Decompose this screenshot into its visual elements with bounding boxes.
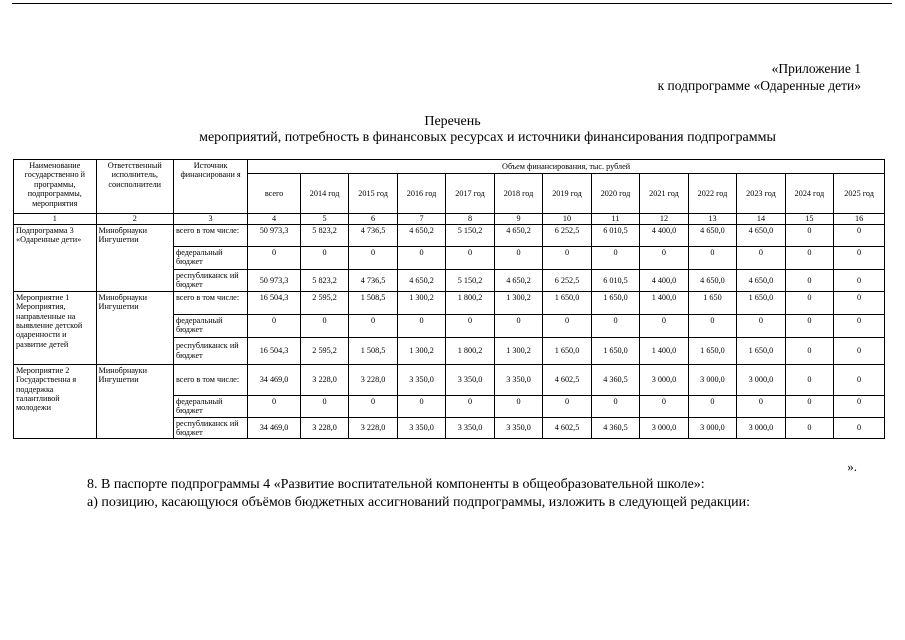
cell-amount: 0 bbox=[834, 270, 885, 292]
header-year: 2017 год bbox=[446, 174, 494, 214]
cell-funding-source: республиканск ий бюджет bbox=[173, 417, 247, 439]
header-year: 2016 год bbox=[397, 174, 445, 214]
cell-amount: 0 bbox=[543, 247, 591, 270]
cell-amount: 0 bbox=[397, 314, 445, 337]
cell-amount: 3 000,0 bbox=[688, 417, 736, 439]
cell-amount: 0 bbox=[737, 247, 785, 270]
cell-amount: 1 650,0 bbox=[591, 291, 639, 314]
cell-amount: 16 504,3 bbox=[248, 337, 301, 364]
header-year: 2014 год bbox=[300, 174, 348, 214]
header-volume: Объем финансирования, тыс. рублей bbox=[248, 160, 885, 174]
cell-amount: 0 bbox=[591, 314, 639, 337]
cell-amount: 0 bbox=[397, 395, 445, 417]
column-number: 1 bbox=[14, 214, 97, 225]
table-row bbox=[14, 364, 885, 395]
cell-funding-source: федеральный бюджет bbox=[173, 314, 247, 337]
column-number: 9 bbox=[494, 214, 542, 225]
cell-amount: 1 400,0 bbox=[640, 291, 688, 314]
header-year: 2024 год bbox=[785, 174, 833, 214]
cell-amount: 1 300,2 bbox=[397, 337, 445, 364]
column-number: 2 bbox=[96, 214, 173, 225]
cell-amount: 0 bbox=[300, 314, 348, 337]
header-total: всего bbox=[248, 174, 301, 214]
cell-funding-source: всего в том числе: bbox=[173, 225, 247, 247]
cell-amount: 1 650,0 bbox=[737, 291, 785, 314]
cell-amount: 0 bbox=[397, 247, 445, 270]
table-row bbox=[14, 225, 885, 247]
cell-amount: 0 bbox=[785, 417, 833, 439]
header-year: 2018 год bbox=[494, 174, 542, 214]
cell-amount: 50 973,3 bbox=[248, 225, 301, 247]
cell-program-name: Подпрограмма 3 «Одаренные дети» bbox=[14, 225, 97, 292]
cell-amount: 3 228,0 bbox=[300, 364, 348, 395]
cell-amount: 3 350,0 bbox=[446, 364, 494, 395]
cell-amount: 0 bbox=[300, 247, 348, 270]
column-number: 5 bbox=[300, 214, 348, 225]
cell-amount: 1 300,2 bbox=[397, 291, 445, 314]
cell-amount: 0 bbox=[248, 395, 301, 417]
column-number: 6 bbox=[349, 214, 397, 225]
cell-amount: 4 650,0 bbox=[688, 225, 736, 247]
cell-amount: 0 bbox=[640, 395, 688, 417]
cell-amount: 1 508,5 bbox=[349, 291, 397, 314]
cell-amount: 0 bbox=[349, 314, 397, 337]
cell-amount: 0 bbox=[248, 314, 301, 337]
appendix-line-1: «Приложение 1 bbox=[771, 61, 861, 76]
cell-amount: 0 bbox=[737, 314, 785, 337]
header-year: 2025 год bbox=[834, 174, 885, 214]
cell-amount: 4 650,0 bbox=[737, 270, 785, 292]
cell-amount: 50 973,3 bbox=[248, 270, 301, 292]
cell-program-name: Мероприятие 1 Мероприятия, направленные на выявление детской одаренности и развитие детей bbox=[14, 291, 97, 364]
cell-amount: 2 595,2 bbox=[300, 291, 348, 314]
cell-amount: 1 300,2 bbox=[494, 337, 542, 364]
cell-amount: 0 bbox=[446, 247, 494, 270]
cell-funding-source: республиканск ий бюджет bbox=[173, 270, 247, 292]
cell-amount: 0 bbox=[834, 291, 885, 314]
cell-amount: 0 bbox=[300, 395, 348, 417]
cell-amount: 4 400,0 bbox=[640, 225, 688, 247]
paragraph-item-8: 8. В паспорте подпрограммы 4 «Развитие воспитательной компоненты в общеобразовательной школе»: bbox=[87, 477, 705, 492]
cell-funding-source: всего в том числе: bbox=[173, 291, 247, 314]
column-number: 3 bbox=[173, 214, 247, 225]
cell-amount: 1 800,2 bbox=[446, 337, 494, 364]
header-year: 2021 год bbox=[640, 174, 688, 214]
cell-amount: 0 bbox=[494, 247, 542, 270]
cell-amount: 0 bbox=[543, 395, 591, 417]
cell-amount: 4 360,5 bbox=[591, 417, 639, 439]
table-subtitle: мероприятий, потребность в финансовых ресурсах и источники финансирования подпрограммы bbox=[199, 130, 776, 145]
column-number: 10 bbox=[543, 214, 591, 225]
table-title: Перечень bbox=[424, 114, 481, 129]
cell-amount: 0 bbox=[494, 314, 542, 337]
cell-amount: 0 bbox=[737, 395, 785, 417]
appendix-reference bbox=[658, 60, 861, 94]
header-source: Источник финансировани я bbox=[173, 160, 247, 214]
closing-quote: ». bbox=[847, 459, 857, 474]
cell-amount: 3 350,0 bbox=[397, 417, 445, 439]
cell-amount: 34 469,0 bbox=[248, 417, 301, 439]
column-number: 8 bbox=[446, 214, 494, 225]
cell-amount: 4 650,0 bbox=[737, 225, 785, 247]
cell-funding-source: всего в том числе: bbox=[173, 364, 247, 395]
cell-amount: 6 010,5 bbox=[591, 225, 639, 247]
cell-amount: 0 bbox=[494, 395, 542, 417]
header-year: 2019 год bbox=[543, 174, 591, 214]
cell-amount: 4 650,2 bbox=[494, 225, 542, 247]
cell-amount: 0 bbox=[688, 395, 736, 417]
cell-amount: 3 000,0 bbox=[737, 364, 785, 395]
cell-amount: 5 150,2 bbox=[446, 270, 494, 292]
cell-executor: Минобрнауки Ингушетии bbox=[96, 364, 173, 439]
cell-amount: 0 bbox=[640, 314, 688, 337]
cell-amount: 1 300,2 bbox=[494, 291, 542, 314]
cell-amount: 0 bbox=[688, 247, 736, 270]
cell-amount: 6 252,5 bbox=[543, 225, 591, 247]
cell-amount: 6 010,5 bbox=[591, 270, 639, 292]
cell-amount: 0 bbox=[834, 225, 885, 247]
cell-funding-source: федеральный бюджет bbox=[173, 395, 247, 417]
cell-amount: 4 602,5 bbox=[543, 417, 591, 439]
column-number: 14 bbox=[737, 214, 785, 225]
cell-amount: 0 bbox=[785, 364, 833, 395]
cell-amount: 2 595,2 bbox=[300, 337, 348, 364]
cell-amount: 0 bbox=[834, 337, 885, 364]
cell-amount: 1 400,0 bbox=[640, 337, 688, 364]
cell-amount: 4 650,2 bbox=[397, 270, 445, 292]
cell-amount: 0 bbox=[834, 314, 885, 337]
header-name: Наименование государственно й программы, подпрограммы, мероприятия bbox=[14, 160, 97, 214]
column-number: 4 bbox=[248, 214, 301, 225]
cell-amount: 0 bbox=[591, 247, 639, 270]
cell-amount: 1 650 bbox=[688, 291, 736, 314]
paragraph-item-a: а) позицию, касающуюся объёмов бюджетных ассигнований подпрограммы, изложить в следующей редакции: bbox=[87, 495, 751, 510]
cell-amount: 3 228,0 bbox=[349, 417, 397, 439]
appendix-line-2: к подпрограмме «Одаренные дети» bbox=[657, 78, 861, 93]
cell-amount: 4 650,0 bbox=[688, 270, 736, 292]
cell-amount: 1 800,2 bbox=[446, 291, 494, 314]
cell-amount: 4 650,2 bbox=[494, 270, 542, 292]
financing-table bbox=[13, 159, 885, 439]
cell-amount: 3 350,0 bbox=[397, 364, 445, 395]
cell-amount: 0 bbox=[349, 247, 397, 270]
column-number: 13 bbox=[688, 214, 736, 225]
cell-amount: 4 650,2 bbox=[397, 225, 445, 247]
column-number: 12 bbox=[640, 214, 688, 225]
column-number: 7 bbox=[397, 214, 445, 225]
cell-amount: 16 504,3 bbox=[248, 291, 301, 314]
cell-amount: 3 350,0 bbox=[494, 364, 542, 395]
cell-amount: 3 000,0 bbox=[688, 364, 736, 395]
cell-amount: 0 bbox=[785, 395, 833, 417]
header-year: 2020 год bbox=[591, 174, 639, 214]
cell-amount: 3 228,0 bbox=[349, 364, 397, 395]
column-number: 11 bbox=[591, 214, 639, 225]
cell-amount: 0 bbox=[834, 395, 885, 417]
cell-amount: 6 252,5 bbox=[543, 270, 591, 292]
cell-amount: 4 736,5 bbox=[349, 270, 397, 292]
cell-amount: 0 bbox=[834, 417, 885, 439]
cell-funding-source: федеральный бюджет bbox=[173, 247, 247, 270]
header-year: 2022 год bbox=[688, 174, 736, 214]
cell-funding-source: республиканск ий бюджет bbox=[173, 337, 247, 364]
cell-program-name: Мероприятие 2 Государственна я поддержка талантливой молодежи bbox=[14, 364, 97, 439]
cell-amount: 3 228,0 bbox=[300, 417, 348, 439]
cell-amount: 4 602,5 bbox=[543, 364, 591, 395]
cell-amount: 0 bbox=[640, 247, 688, 270]
column-number: 16 bbox=[834, 214, 885, 225]
cell-amount: 0 bbox=[349, 395, 397, 417]
cell-amount: 0 bbox=[543, 314, 591, 337]
cell-amount: 1 650,0 bbox=[591, 337, 639, 364]
cell-amount: 1 650,0 bbox=[543, 291, 591, 314]
cell-amount: 1 650,0 bbox=[737, 337, 785, 364]
cell-amount: 0 bbox=[446, 314, 494, 337]
cell-amount: 0 bbox=[834, 364, 885, 395]
cell-amount: 0 bbox=[785, 270, 833, 292]
cell-amount: 4 400,0 bbox=[640, 270, 688, 292]
cell-amount: 3 000,0 bbox=[640, 364, 688, 395]
cell-amount: 0 bbox=[446, 395, 494, 417]
header-year: 2023 год bbox=[737, 174, 785, 214]
cell-amount: 0 bbox=[834, 247, 885, 270]
cell-amount: 4 736,5 bbox=[349, 225, 397, 247]
cell-amount: 3 350,0 bbox=[446, 417, 494, 439]
cell-amount: 1 650,0 bbox=[543, 337, 591, 364]
header-year: 2015 год bbox=[349, 174, 397, 214]
column-number: 15 bbox=[785, 214, 833, 225]
cell-amount: 5 823,2 bbox=[300, 225, 348, 247]
cell-amount: 0 bbox=[785, 291, 833, 314]
cell-amount: 1 508,5 bbox=[349, 337, 397, 364]
cell-executor: Минобрнауки Ингушетии bbox=[96, 291, 173, 364]
cell-amount: 0 bbox=[785, 314, 833, 337]
cell-amount: 5 823,2 bbox=[300, 270, 348, 292]
cell-amount: 4 360,5 bbox=[591, 364, 639, 395]
page-top-rule bbox=[12, 3, 892, 4]
cell-amount: 3 000,0 bbox=[737, 417, 785, 439]
cell-amount: 3 350,0 bbox=[494, 417, 542, 439]
cell-executor: Минобрнауки Ингушетии bbox=[96, 225, 173, 292]
cell-amount: 5 150,2 bbox=[446, 225, 494, 247]
cell-amount: 0 bbox=[688, 314, 736, 337]
cell-amount: 0 bbox=[591, 395, 639, 417]
cell-amount: 1 650,0 bbox=[688, 337, 736, 364]
cell-amount: 0 bbox=[785, 247, 833, 270]
cell-amount: 34 469,0 bbox=[248, 364, 301, 395]
cell-amount: 0 bbox=[785, 225, 833, 247]
header-executor: Ответственный исполнитель, соисполнители bbox=[96, 160, 173, 214]
cell-amount: 0 bbox=[248, 247, 301, 270]
cell-amount: 0 bbox=[785, 337, 833, 364]
cell-amount: 3 000,0 bbox=[640, 417, 688, 439]
table-row bbox=[14, 291, 885, 314]
